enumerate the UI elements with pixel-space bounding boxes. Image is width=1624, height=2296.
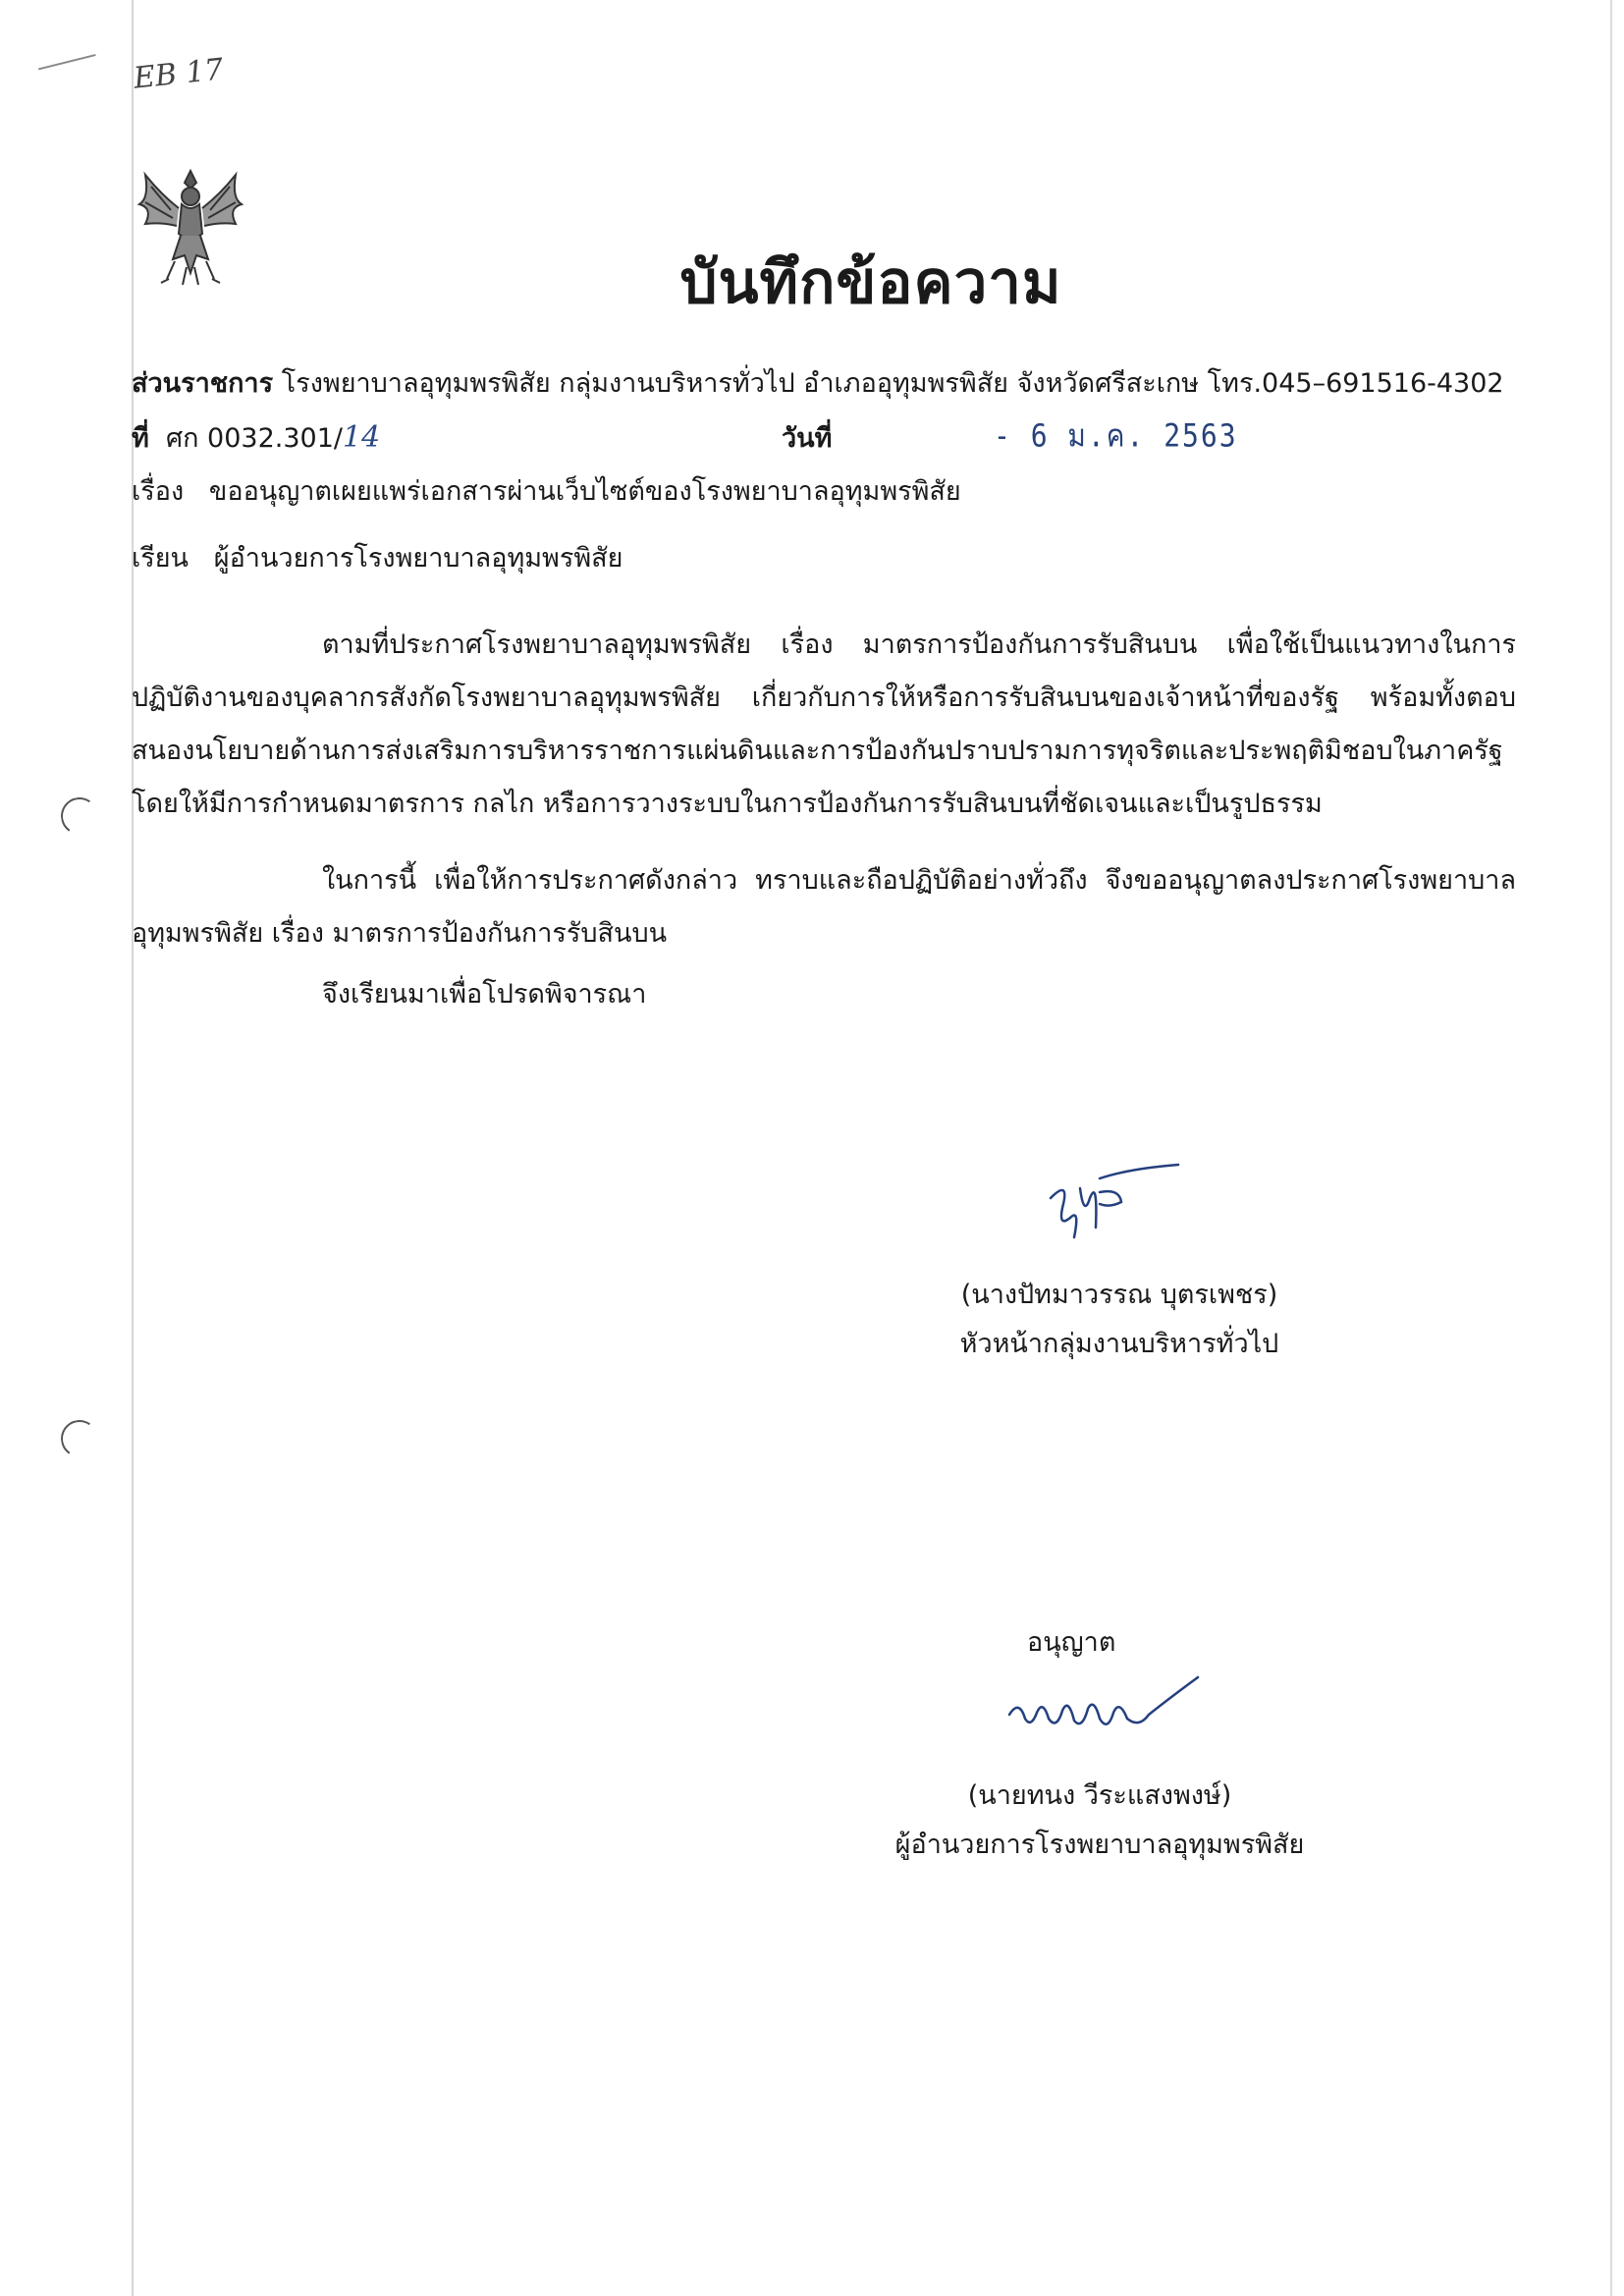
subject-value: ขออนุญาตเผยแพร่เอกสารผ่านเว็บไซต์ของโรงพยาบาลอุทุมพรพิสัย — [208, 476, 961, 507]
reference-handwritten-number: 14 — [342, 420, 381, 455]
agency-value: โรงพยาบาลอุทุมพรพิสัย กลุ่มงานบริหารทั่วไป อำเภออุทุมพรพิสัย จังหวัดศรีสะเกษ โทร.045–691516-4302 — [281, 368, 1504, 399]
body-paragraph-1: ตามที่ประกาศโรงพยาบาลอุทุมพรพิสัย เรื่อง มาตรการป้องกันการรับสินบน เพื่อใช้เป็นแนวทางในการปฏิบัติงานของบุคลากรสังกัดโรงพยาบาลอุทุมพรพิสัย เกี่ยวกับการให้หรือการรับสินบนของเจ้าหน้าที่ของรัฐ พร้อมทั้งตอบสนองนโยบายด้านการส่งเสริมการบริหารราชการแผ่นดินและการป้องกันปราบปรามการทุจริตและประพฤติมิชอบในภาครัฐ โดยให้มีการกำหนดมาตรการ กลไก หรือการวางระบบในการป้องกันการรับสินบนที่ชัดเจนและเป็นรูปธรรม — [132, 629, 1516, 819]
recipient-line — [132, 536, 623, 578]
signer-2-block — [825, 1772, 1375, 1870]
punch-hole-bottom — [58, 1417, 101, 1460]
signer-1-position: หัวหน้ากลุ่มงานบริหารทั่วไป — [959, 1329, 1279, 1359]
scan-pen-mark — [38, 54, 99, 83]
signature-1-image — [1041, 1159, 1198, 1247]
closing-line: จึงเรียนมาเพื่อโปรดพิจารณา — [322, 979, 647, 1010]
agency-label: ส่วนราชการ — [132, 368, 274, 399]
recipient-label: เรียน — [132, 543, 189, 574]
date-stamp: - 6 ม.ค. 2563 — [994, 416, 1238, 455]
punch-hole-top — [58, 794, 101, 838]
approval-text: อนุญาต — [1027, 1627, 1116, 1658]
signer-1-block — [864, 1271, 1375, 1369]
agency-line — [132, 361, 1504, 404]
scan-margin-line — [132, 0, 134, 2296]
reference-value: ศก 0032.301/ — [165, 423, 343, 454]
subject-label: เรื่อง — [132, 476, 185, 507]
reference-label: ที่ — [132, 423, 149, 454]
memo-title: บันทึกข้อความ — [679, 248, 1062, 317]
recipient-value: ผู้อำนวยการโรงพยาบาลอุทุมพรพิสัย — [213, 543, 623, 574]
signer-1-name: (นางปัทมาวรรณ บุตรเพชร) — [960, 1280, 1278, 1310]
reference-line — [132, 416, 380, 459]
scan-edge-line — [1610, 0, 1612, 2296]
scan-handwritten-mark: EB 17 — [132, 52, 226, 96]
signer-2-position: ผู้อำนวยการโรงพยาบาลอุทุมพรพิสัย — [894, 1830, 1305, 1860]
signer-2-name: (นายทนง วีระแสงพงษ์) — [967, 1780, 1232, 1811]
subject-line — [132, 469, 961, 512]
signature-2-image — [1001, 1669, 1218, 1748]
date-label: วันที่ — [782, 423, 833, 454]
body-paragraph-2: ในการนี้ เพื่อให้การประกาศดังกล่าว ทราบและถือปฏิบัติอย่างทั่วถึง จึงขออนุญาตลงประกาศโรงพยาบาลอุทุมพรพิสัย เรื่อง มาตรการป้องกันการรับสินบน — [132, 865, 1516, 949]
